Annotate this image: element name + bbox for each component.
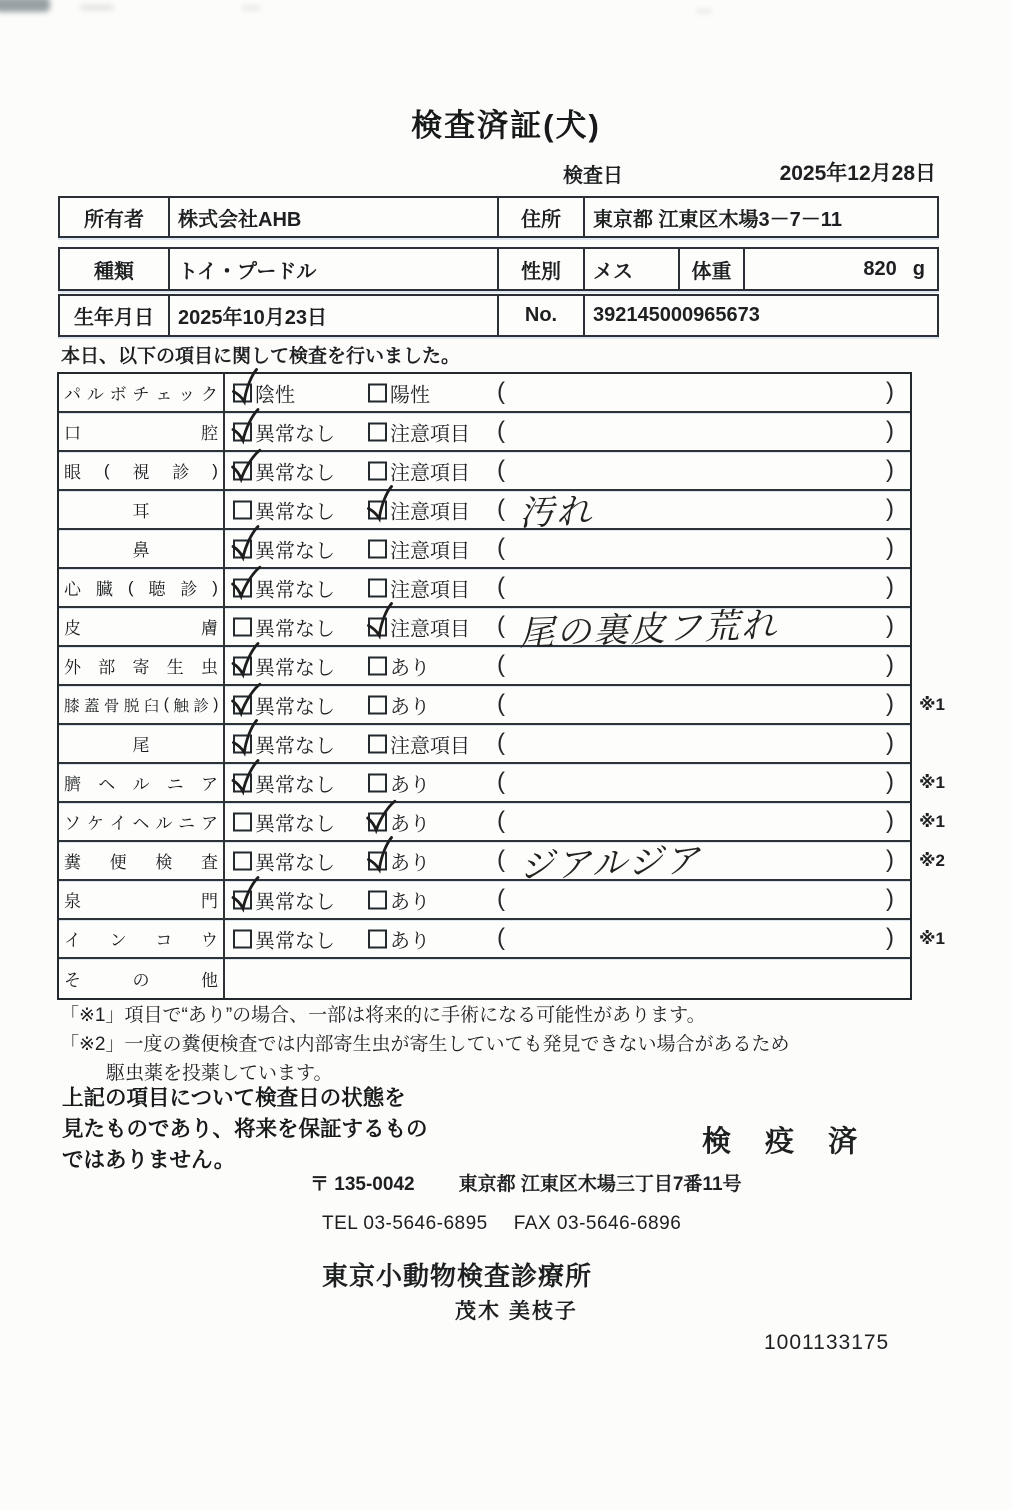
pre-exam-statement: 本日、以下の項目に関して検査を行いました。 (61, 346, 461, 367)
checkbox (233, 695, 252, 714)
checkbox (233, 773, 252, 792)
row-label: ソ ケ イ ヘ ル ニ ア (59, 803, 225, 840)
checkbox (368, 656, 387, 675)
paren-close: ) (886, 494, 894, 522)
option1-group (233, 534, 335, 563)
footnote-mark: ※1 (919, 772, 945, 792)
option2-group (368, 378, 430, 407)
row-label: パ ル ボ チ ェ ッ ク (59, 374, 225, 411)
footnote-mark: ※2 (919, 850, 945, 870)
row-content (225, 605, 910, 654)
paren-open: ( (497, 416, 505, 444)
option2-label: あり (390, 930, 430, 952)
option1-label: 異常なし (255, 579, 335, 601)
checkmark-icon (230, 874, 260, 912)
scan-artifact (696, 9, 712, 13)
table-row (59, 374, 910, 413)
option2-label: 注意項目 (390, 618, 470, 640)
checkbox (233, 617, 252, 636)
option1-group (233, 885, 335, 914)
paren-close: ) (886, 455, 894, 483)
checkmark-icon (363, 483, 396, 523)
checkmark-icon (228, 677, 262, 718)
checkbox (368, 734, 387, 753)
checkbox (368, 500, 387, 519)
option1-label: 異常なし (255, 813, 335, 835)
scan-artifact (0, 0, 50, 12)
option2-group (368, 573, 470, 602)
table-row (59, 959, 910, 998)
row-content (225, 374, 910, 411)
handwritten-note: 汚れ (518, 491, 594, 534)
sex-value: メス (585, 249, 680, 289)
row-content (225, 569, 910, 606)
checkbox (368, 422, 387, 441)
footnote-mark: ※1 (919, 928, 945, 948)
checkbox (368, 851, 387, 870)
paren-close: ) (886, 650, 894, 678)
paren-close: ) (886, 728, 894, 756)
table-row (59, 725, 910, 764)
row-label: 鼻 (59, 530, 225, 567)
option1-label: 異常なし (255, 930, 335, 952)
option2-label: あり (390, 852, 430, 874)
checkbox (368, 695, 387, 714)
checkmark-icon (228, 717, 261, 757)
option1-label: 異常なし (255, 735, 335, 757)
option1-label: 異常なし (255, 423, 335, 445)
exam-table-body (57, 372, 945, 1000)
paren-open: ( (497, 533, 505, 561)
paren-open: ( (497, 611, 505, 639)
row-label: 口 腔 (59, 413, 225, 450)
weight-value-cell (745, 249, 937, 289)
row-content (225, 920, 910, 957)
footnotes (60, 1001, 790, 1088)
option1-group (233, 768, 335, 797)
option1-group (233, 495, 335, 524)
option2-label: 陽性 (390, 384, 430, 406)
paren-open: ( (497, 845, 505, 873)
option2-label: あり (390, 657, 430, 679)
option1-label: 異常なし (255, 852, 335, 874)
checkmark-icon (228, 560, 262, 601)
row-label: 皮 膚 (59, 608, 225, 645)
option1-label: 陰性 (255, 384, 295, 406)
paren-open: ( (497, 377, 505, 405)
id-number-value: 392145000965673 (593, 304, 760, 326)
footnote-2: 「※2」一度の糞便検査では内部寄生虫が寄生していても発見できない場合があるため (60, 1034, 790, 1055)
checkmark-icon (363, 834, 396, 874)
paren-open: ( (497, 806, 505, 834)
option2-group (368, 729, 470, 758)
animal-info-table (58, 247, 939, 291)
table-row (59, 647, 910, 686)
checkbox (368, 773, 387, 792)
clinic-fax: FAX 03-5646-6896 (513, 1213, 682, 1234)
checkbox (368, 461, 387, 480)
option1-group (233, 846, 335, 875)
paren-open: ( (497, 494, 505, 522)
scan-artifact (80, 5, 114, 10)
option2-group (368, 534, 470, 563)
paren-close: ) (886, 689, 894, 717)
checkmark-icon (228, 443, 262, 484)
checkbox (233, 656, 252, 675)
option1-group (233, 573, 335, 602)
checkmark-icon (230, 640, 260, 678)
checkbox (368, 578, 387, 597)
checkbox (368, 812, 387, 831)
option2-label: 注意項目 (390, 462, 470, 484)
checkmark-icon (230, 523, 260, 561)
option1-label: 異常なし (255, 696, 335, 718)
checkmark-icon (363, 600, 396, 640)
table-row (59, 569, 910, 608)
table-row (59, 764, 945, 803)
option1-group (233, 807, 335, 836)
row-label: 尾 (59, 725, 225, 762)
clinic-address-line (310, 1169, 742, 1196)
row-label: 糞 便 検 査 (59, 842, 225, 879)
checkbox (233, 500, 252, 519)
paren-open: ( (497, 650, 505, 678)
option2-group (368, 612, 470, 641)
page-title: 検査済証(犬) (411, 108, 601, 143)
disclaimer-line-1: 上記の項目について検査日の状態を (62, 1086, 406, 1110)
option2-group (368, 651, 430, 680)
table-row (59, 803, 945, 842)
table-row (59, 881, 910, 920)
checkbox (233, 929, 252, 948)
paren-open: ( (497, 728, 505, 756)
table-row (59, 413, 910, 452)
paren-open: ( (497, 884, 505, 912)
option1-group (233, 612, 335, 641)
row-content (225, 491, 910, 534)
option2-group (368, 807, 430, 836)
row-content (225, 764, 910, 801)
checkmark-icon (228, 366, 261, 406)
option1-label: 異常なし (255, 540, 335, 562)
row-label: 耳 (59, 491, 225, 528)
option1-label: 異常なし (255, 618, 335, 640)
row-label: 膝 蓋 骨 脱 臼 ( 触 診 ) (59, 686, 225, 723)
clinic-tel: TEL 03-5646-6895 (322, 1213, 488, 1234)
paren-close: ) (886, 923, 894, 951)
table-row (59, 840, 945, 887)
paren-close: ) (886, 611, 894, 639)
clinic-contact-line (322, 1213, 681, 1235)
option1-group (233, 729, 335, 758)
scan-artifact (242, 6, 260, 10)
paren-close: ) (886, 767, 894, 795)
paren-close: ) (886, 806, 894, 834)
checkbox (233, 890, 252, 909)
checkbox (233, 539, 252, 558)
paren-close: ) (886, 533, 894, 561)
paren-open: ( (497, 923, 505, 951)
paren-open: ( (497, 767, 505, 795)
paren-close: ) (886, 416, 894, 444)
disclaimer (62, 1083, 428, 1176)
option2-label: 注意項目 (390, 579, 470, 601)
option2-label: 注意項目 (390, 540, 470, 562)
option2-label: 注意項目 (390, 501, 470, 523)
row-label: 泉 門 (59, 881, 225, 918)
option2-label: あり (390, 696, 430, 718)
row-content (225, 725, 910, 762)
footnote-mark: ※1 (919, 694, 945, 714)
serial-number: 1001133175 (764, 1331, 890, 1354)
handwritten-note: 尾の裏皮フ荒れ (518, 605, 779, 654)
paren-close: ) (886, 377, 894, 405)
option1-group (233, 417, 335, 446)
row-label: 外 部 寄 生 虫 (59, 647, 225, 684)
paren-close: ) (886, 884, 894, 912)
sex-label: 性別 (499, 249, 585, 289)
row-label: 臍 ヘ ル ニ ア (59, 764, 225, 801)
option1-label: 異常なし (255, 501, 335, 523)
option1-group (233, 651, 335, 680)
checkbox (368, 929, 387, 948)
paren-close: ) (886, 572, 894, 600)
row-label: 眼 ( 視 診 ) (59, 452, 225, 489)
id-number-label: No. (499, 296, 585, 335)
option1-group (233, 378, 295, 407)
table-row (59, 452, 910, 491)
clinic-address: 東京都 江東区木場三丁目7番11号 (458, 1174, 742, 1195)
breed-label: 種類 (60, 249, 170, 289)
checkbox (368, 617, 387, 636)
checkbox (368, 539, 387, 558)
option2-label: 注意項目 (390, 423, 470, 445)
checkbox (368, 890, 387, 909)
option2-group (368, 417, 470, 446)
option1-group (233, 924, 335, 953)
inspection-date-value: 2025年12月28日 (779, 162, 936, 185)
owner-label: 所有者 (60, 198, 170, 236)
option2-label: 注意項目 (390, 735, 470, 757)
option2-group (368, 924, 430, 953)
option1-group (233, 690, 335, 719)
checkbox (233, 383, 252, 402)
checkbox (233, 422, 252, 441)
paren-close: ) (886, 845, 894, 873)
owner-value: 株式会社AHB (170, 198, 499, 236)
weight-label: 体重 (680, 249, 745, 289)
option2-group (368, 885, 430, 914)
option2-group (368, 495, 470, 524)
disclaimer-line-3: ではありません。 (62, 1148, 236, 1172)
row-content (225, 413, 910, 450)
owner-table (58, 196, 939, 238)
birthdate-label: 生年月日 (60, 296, 170, 335)
row-label: そ の 他 (59, 959, 225, 998)
option2-group (368, 456, 470, 485)
clinic-name: 東京小動物検査診療所 (322, 1261, 593, 1291)
row-label: イ ン コ ウ (59, 920, 225, 957)
birth-info-table (58, 294, 939, 337)
address-value: 東京都 江東区木場3－7－11 (593, 208, 842, 231)
disclaimer-line-2: 見たものであり、将来を保証するもの (62, 1117, 428, 1141)
paren-open: ( (497, 455, 505, 483)
checkbox (233, 851, 252, 870)
checkbox (233, 578, 252, 597)
option1-label: 異常なし (255, 657, 335, 679)
clinic-postal: 〒 135-0042 (310, 1174, 415, 1195)
checkbox (233, 812, 252, 831)
veterinarian-name: 茂木 美枝子 (455, 1300, 578, 1323)
checkbox (368, 383, 387, 402)
checkmark-icon (230, 406, 260, 444)
row-content (225, 530, 910, 567)
option2-group (368, 690, 430, 719)
quarantine-stamp: 検 疫 済 (702, 1126, 871, 1158)
option2-group (368, 846, 430, 875)
weight-value: 820 (863, 257, 897, 280)
row-content (225, 452, 910, 489)
footnote-2-continued: 駆虫薬を投薬しています。 (106, 1063, 333, 1084)
table-row (59, 686, 945, 725)
inspection-date-label: 検査日 (563, 165, 623, 187)
checkbox (233, 461, 252, 480)
footnote-mark: ※1 (919, 811, 945, 831)
table-row (59, 491, 910, 534)
row-content (225, 686, 910, 723)
option1-label: 異常なし (255, 774, 335, 796)
paren-open: ( (497, 689, 505, 717)
address-label: 住所 (499, 198, 585, 236)
option2-label: あり (390, 774, 430, 796)
option2-label: あり (390, 813, 430, 835)
row-label: 心 臓 ( 聴 診 ) (59, 569, 225, 606)
checkbox (233, 734, 252, 753)
checkmark-icon (230, 757, 260, 795)
paren-open: ( (497, 572, 505, 600)
option1-label: 異常なし (255, 462, 335, 484)
table-row (59, 605, 910, 654)
row-content (225, 840, 910, 887)
option1-label: 異常なし (255, 891, 335, 913)
birthdate-value: 2025年10月23日 (170, 296, 499, 335)
table-row (59, 920, 945, 959)
row-content (225, 959, 910, 998)
option1-group (233, 456, 335, 485)
breed-value: トイ・プードル (170, 249, 499, 289)
row-content (225, 803, 910, 840)
footnote-1: 「※1」項目で“あり”の場合、一部は将来的に手術になる可能性があります。 (60, 1005, 706, 1026)
checkmark-icon (363, 794, 397, 835)
option2-label: あり (390, 891, 430, 913)
table-row (59, 530, 910, 569)
weight-unit: g (912, 257, 925, 280)
option2-group (368, 768, 430, 797)
handwritten-note: ジアルジア (518, 840, 703, 887)
